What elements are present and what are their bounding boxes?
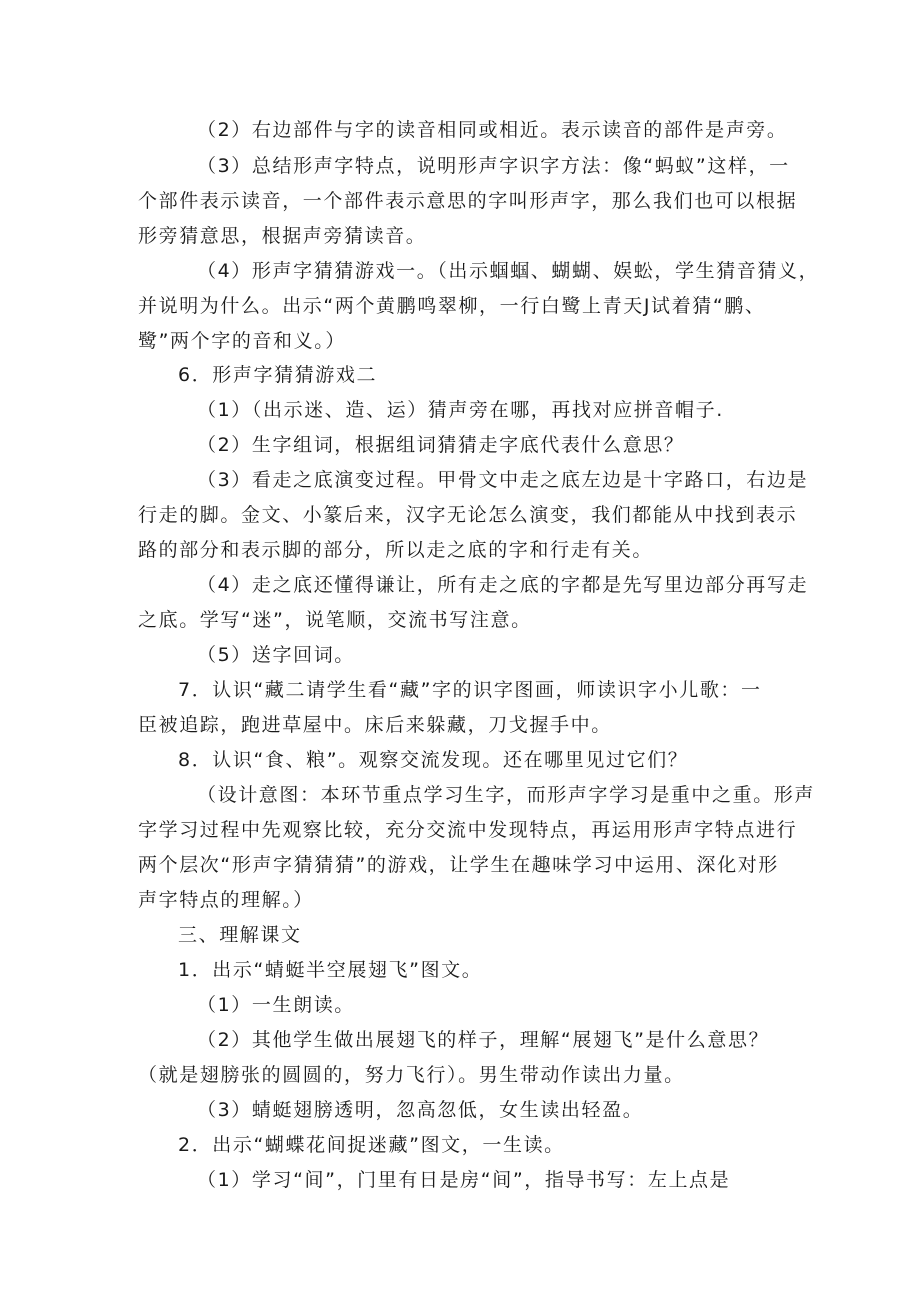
paragraph-line: （2）右边部件与字的读音相同或相近。表示读音的部件是声旁。 <box>197 119 788 141</box>
paragraph-line: 形旁猜意思，根据声旁猜读音。 <box>138 225 427 247</box>
paragraph-line: 字学习过程中先观察比较，充分交流中发现特点，再运用形声字特点进行 <box>138 819 798 841</box>
section-heading: 6．形声字猜猜游戏二 <box>178 364 378 386</box>
section-heading: 8．认识“食、粮”。观察交流发现。还在哪里见过它们？ <box>178 749 689 771</box>
paragraph-line: （1）一生朗读。 <box>197 994 355 1016</box>
paragraph-line: 两个层次“形声字猜猜猜”的游戏，让学生在趣味学习中运用、深化对形 <box>138 854 779 876</box>
paragraph-line: （设计意图：本环节重点学习生字，而形声字学习是重中之重。形声 <box>197 784 816 806</box>
section-heading: 7．认识“藏二请学生看“藏”字的识字图画，师读识字小儿歌：一 <box>178 679 762 701</box>
paragraph-line: 之底。学写“迷”，说笔顺，交流书写注意。 <box>138 609 532 631</box>
paragraph-line: （4）走之底还懂得谦让，所有走之底的字都是先写里边部分再写走 <box>197 574 809 596</box>
paragraph-line: 行走的脚。金文、小篆后来，汉字无论怎么演变，我们都能从中找到表示 <box>138 504 798 526</box>
section-heading: 三、理解课文 <box>178 924 302 946</box>
paragraph-line: （1）（出示迷、造、运）猜声旁在哪，再找对应拼音帽子. <box>197 399 724 421</box>
section-heading: 1．出示“蜻蜓半空展翅飞”图文。 <box>178 959 483 981</box>
paragraph-line: （5）送字回词。 <box>197 644 355 666</box>
paragraph-line: 并说明为什么。出示“两个黄鹏鸣翠柳，一行白鹭上青天J试着猜“鹏、 <box>138 295 766 317</box>
paragraph-line: （3）蜻蜓翅膀透明，忽高忽低，女生读出轻盈。 <box>197 1099 644 1121</box>
paragraph-line: 个部件表示读音，一个部件表示意思的字叫形声字，那么我们也可以根据 <box>138 190 798 212</box>
paragraph-line: 鹭”两个字的音和义。） <box>138 330 346 352</box>
paragraph-line: （2）生字组词，根据组词猜猜走字底代表什么意思？ <box>197 434 685 456</box>
paragraph-line: （就是翅膀张的圆圆的，努力飞行）。男生带动作读出力量。 <box>138 1064 685 1086</box>
paragraph-line: 路的部分和表示脚的部分，所以走之底的字和行走有关。 <box>138 539 654 561</box>
paragraph-line: （2）其他学生做出展翅飞的样子，理解“展翅飞”是什么意思？ <box>197 1029 770 1051</box>
paragraph-line: （4）形声字猜猜游戏一。（出示蝈蝈、蝴蝴、娱蚣，学生猜音猜义， <box>197 260 820 282</box>
paragraph-line: （1）学习“间”，门里有日是房“间”，指导书写：左上点是 <box>197 1169 731 1191</box>
paragraph-line: （3）看走之底演变过程。甲骨文中走之底左边是十字路口，右边是 <box>197 469 809 491</box>
paragraph-line: （3）总结形声字特点，说明形声字识字方法：像“蚂蚁”这样，一 <box>197 155 790 177</box>
paragraph-line: 臣被追踪，跑进草屋中。床后来躲藏，刀戈握手中。 <box>138 714 612 736</box>
section-heading: 2．出示“蝴蝶花间捉迷藏”图文，一生读。 <box>178 1134 565 1156</box>
paragraph-line: 声字特点的理解。） <box>138 889 314 911</box>
